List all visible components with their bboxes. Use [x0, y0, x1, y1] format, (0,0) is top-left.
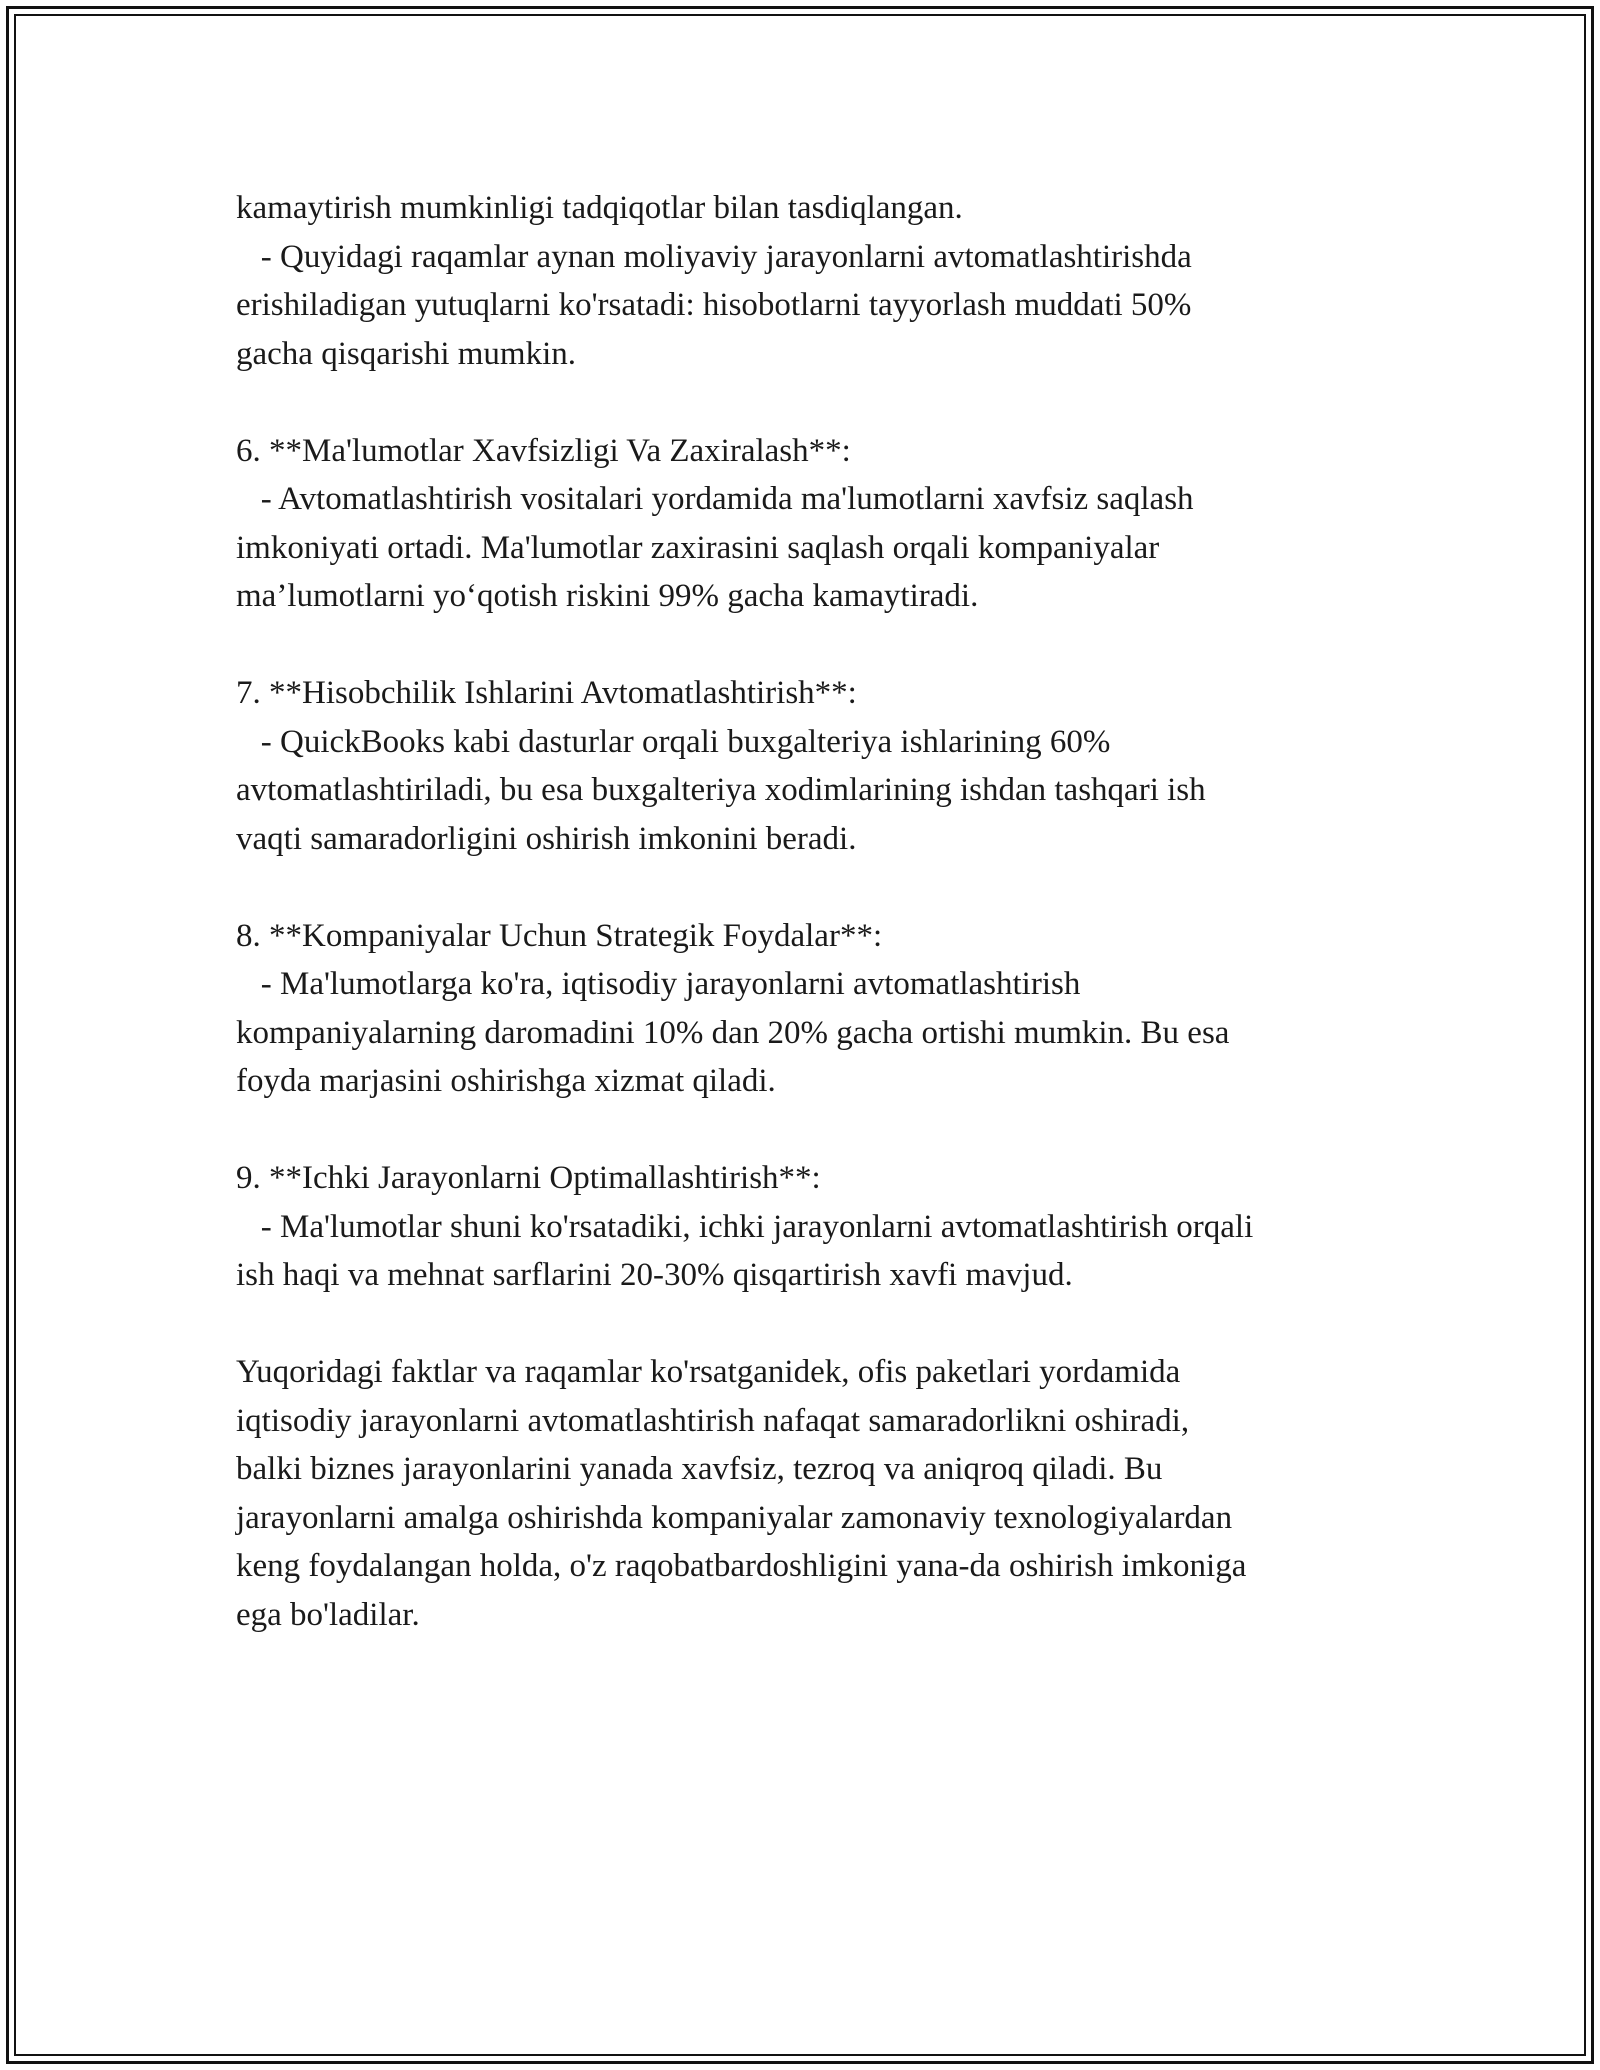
text-line: - Quyidagi raqamlar aynan moliyaviy jarayonlarni avtomatlashtirishda: [236, 238, 1192, 275]
text-line: kompaniyalarning daromadini 10% dan 20% gacha ortishi mumkin. Bu esa: [236, 1014, 1230, 1051]
text-line: vaqti samaradorligini oshirish imkonini beradi.: [236, 820, 857, 857]
text-line: jarayonlarni amalga oshirishda kompaniyalar zamonaviy texnologiyalardan: [236, 1499, 1233, 1536]
text-line: ega bo'ladilar.: [236, 1596, 420, 1633]
document-body: [236, 184, 1386, 1639]
text-line: keng foydalangan holda, o'z raqobatbardoshligini yana-da oshirish imkoniga: [236, 1548, 1247, 1584]
section-heading: 9. **Ichki Jarayonlarni Optimallashtirish**:: [236, 1160, 821, 1196]
text-line: balki biznes jarayonlarini yanada xavfsiz, tezroq va aniqroq qiladi. Bu: [236, 1451, 1163, 1487]
text-line: - QuickBooks kabi dasturlar orqali buxgalteriya ishlarining 60%: [236, 723, 1111, 760]
text-line: - Ma'lumotlarga ko'ra, iqtisodiy jarayonlarni avtomatlashtirish: [236, 966, 1081, 1002]
text-line: - Avtomatlashtirish vositalari yordamida ma'lumotlarni xavfsiz saqlash: [236, 481, 1194, 517]
section-heading: 8. **Kompaniyalar Uchun Strategik Foydalar**:: [236, 917, 883, 954]
section-heading: 6. **Ma'lumotlar Xavfsizligi Va Zaxiralash**:: [236, 432, 851, 469]
text-line: - Ma'lumotlar shuni ko'rsatadiki, ichki jarayonlarni avtomatlashtirish orqali: [236, 1208, 1254, 1245]
conclusion-paragraph: [236, 1348, 1386, 1639]
section-6: [236, 427, 1386, 621]
text-line: foyda marjasini oshirishga xizmat qiladi.: [236, 1063, 776, 1099]
text-line: gacha qisqarishi mumkin.: [236, 335, 577, 372]
section-9: [236, 1154, 1386, 1300]
paragraph-continuation: [236, 184, 1386, 378]
text-line: erishiladigan yutuqlarni ko'rsatadi: hisobotlarni tayyorlash muddati 50%: [236, 287, 1192, 323]
section-heading: 7. **Hisobchilik Ishlarini Avtomatlashtirish**:: [236, 675, 857, 711]
text-line: iqtisodiy jarayonlarni avtomatlashtirish nafaqat samaradorlikni oshiradi,: [236, 1402, 1190, 1439]
text-line: ish haqi va mehnat sarflarini 20-30% qisqartirish xavfi mavjud.: [236, 1257, 1073, 1293]
section-7: [236, 669, 1386, 863]
text-line: ma’lumotlarni yo‘qotish riskini 99% gacha kamaytiradi.: [236, 578, 979, 614]
section-8: [236, 912, 1386, 1106]
text-line: kamaytirish mumkinligi tadqiqotlar bilan tasdiqlangan.: [236, 190, 963, 226]
text-line: Yuqoridagi faktlar va raqamlar ko'rsatganidek, ofis paketlari yordamida: [236, 1354, 1181, 1390]
text-line: avtomatlashtiriladi, bu esa buxgalteriya xodimlarining ishdan tashqari ish: [236, 772, 1206, 808]
text-line: imkoniyati ortadi. Ma'lumotlar zaxirasini saqlash orqali kompaniyalar: [236, 529, 1160, 566]
